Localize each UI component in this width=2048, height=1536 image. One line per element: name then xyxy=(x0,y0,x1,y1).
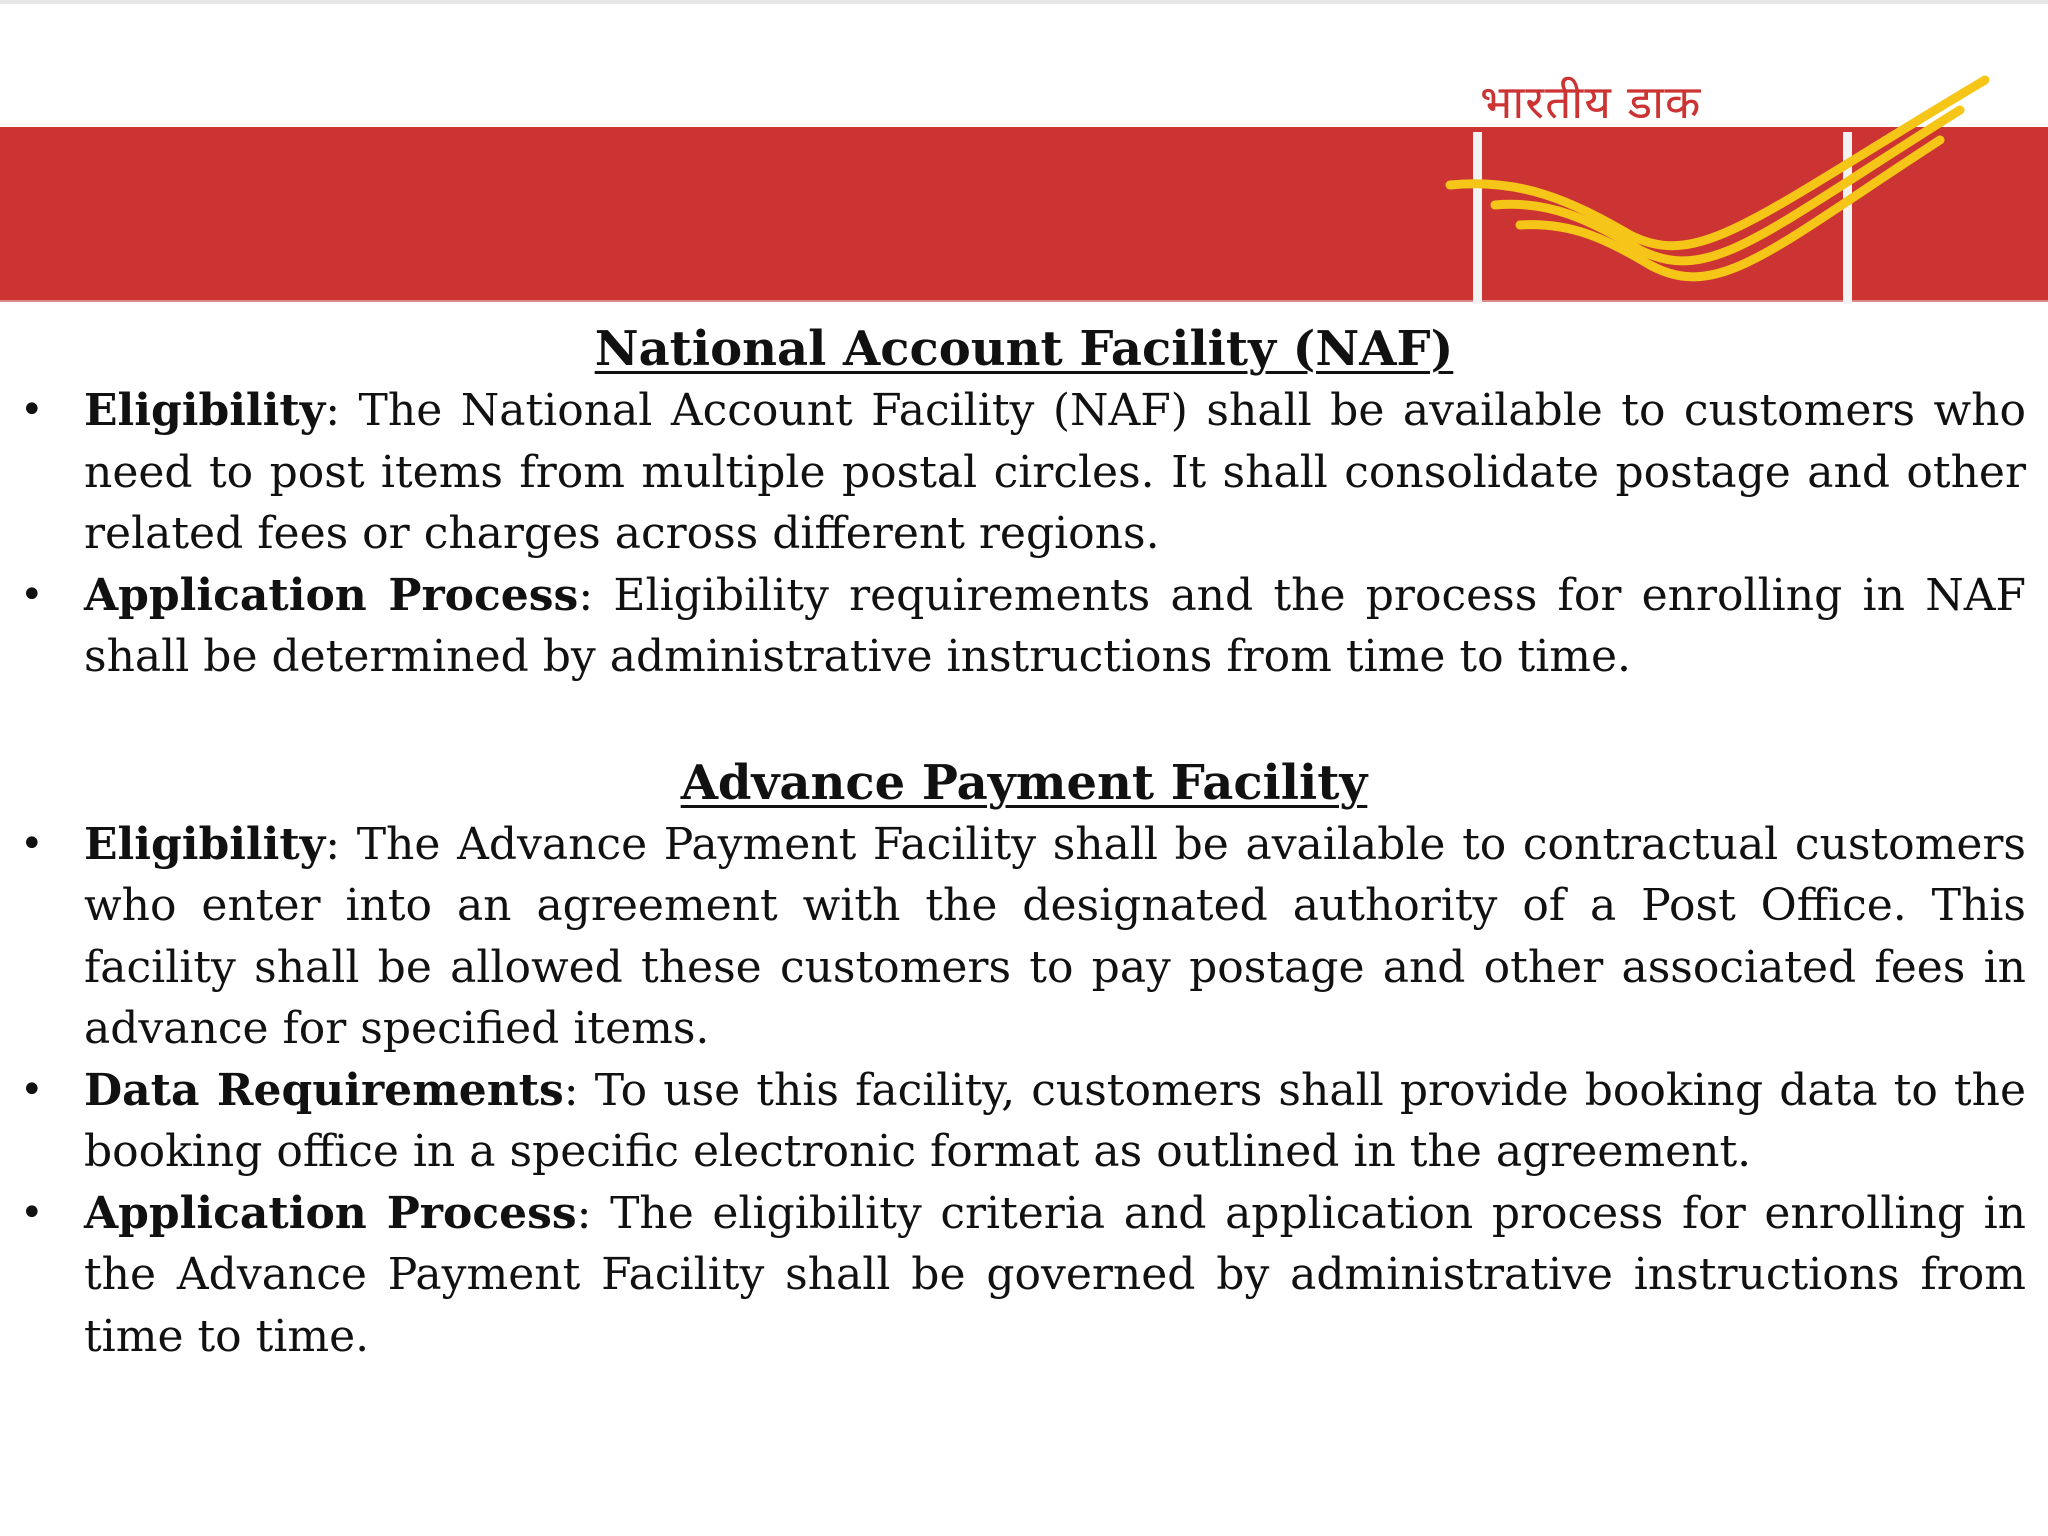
main-content xyxy=(0,318,2048,1367)
bullet-icon: • xyxy=(20,387,44,433)
bullet-icon: • xyxy=(20,571,44,618)
apf-item-eligibility xyxy=(0,814,2048,1060)
apf-bullet-list xyxy=(0,814,2048,1368)
item-label: Eligibility xyxy=(84,385,326,436)
section-spacer xyxy=(0,688,2048,752)
top-border-line xyxy=(0,0,2048,4)
naf-title: National Account Facility (NAF) xyxy=(594,321,1454,377)
naf-bullet-list xyxy=(0,380,2048,688)
item-label: Application Process xyxy=(84,1187,577,1239)
logo-hindi-text: भारतीय डाक xyxy=(1480,75,1702,129)
item-text: : The National Account Facility (NAF) shall be available to customers who need to post items from multiple postal circles. It shall consolidate postage and other related fees or charges across different regions. xyxy=(84,385,2026,559)
apf-item-data-requirements xyxy=(0,1060,2048,1183)
naf-item-application-process xyxy=(0,565,2048,688)
bullet-icon: • xyxy=(20,1189,44,1236)
item-text: : The Advance Payment Facility shall be available to contractual customers who enter into an agreement with the designated authority of a Post Office. This facility shall be allowed these customers to pay postage and other associated fees in advance for specified items. xyxy=(84,818,2026,1054)
item-text: : To use this facility, customers shall provide booking data to the booking office in a specific electronic format as outlined in the agreement. xyxy=(84,1064,2026,1177)
naf-item-eligibility xyxy=(0,380,2048,565)
bullet-icon: • xyxy=(20,1066,44,1113)
item-label: Application Process xyxy=(84,569,579,621)
item-text: : Eligibility requirements and the process for enrolling in NAF shall be determined by administrative instructions from time to time. xyxy=(84,569,2026,682)
india-post-logo xyxy=(1400,60,2000,305)
apf-title: Advance Payment Facility xyxy=(680,754,1368,811)
item-label: Eligibility xyxy=(84,818,326,870)
item-label: Data Requirements xyxy=(84,1064,564,1116)
apf-item-application-process xyxy=(0,1183,2048,1368)
bullet-icon: • xyxy=(20,820,44,867)
item-text: : The eligibility criteria and application process for enrolling in the Advance Payment Facility shall be governed by administrative instructions from time to time. xyxy=(84,1187,2026,1362)
